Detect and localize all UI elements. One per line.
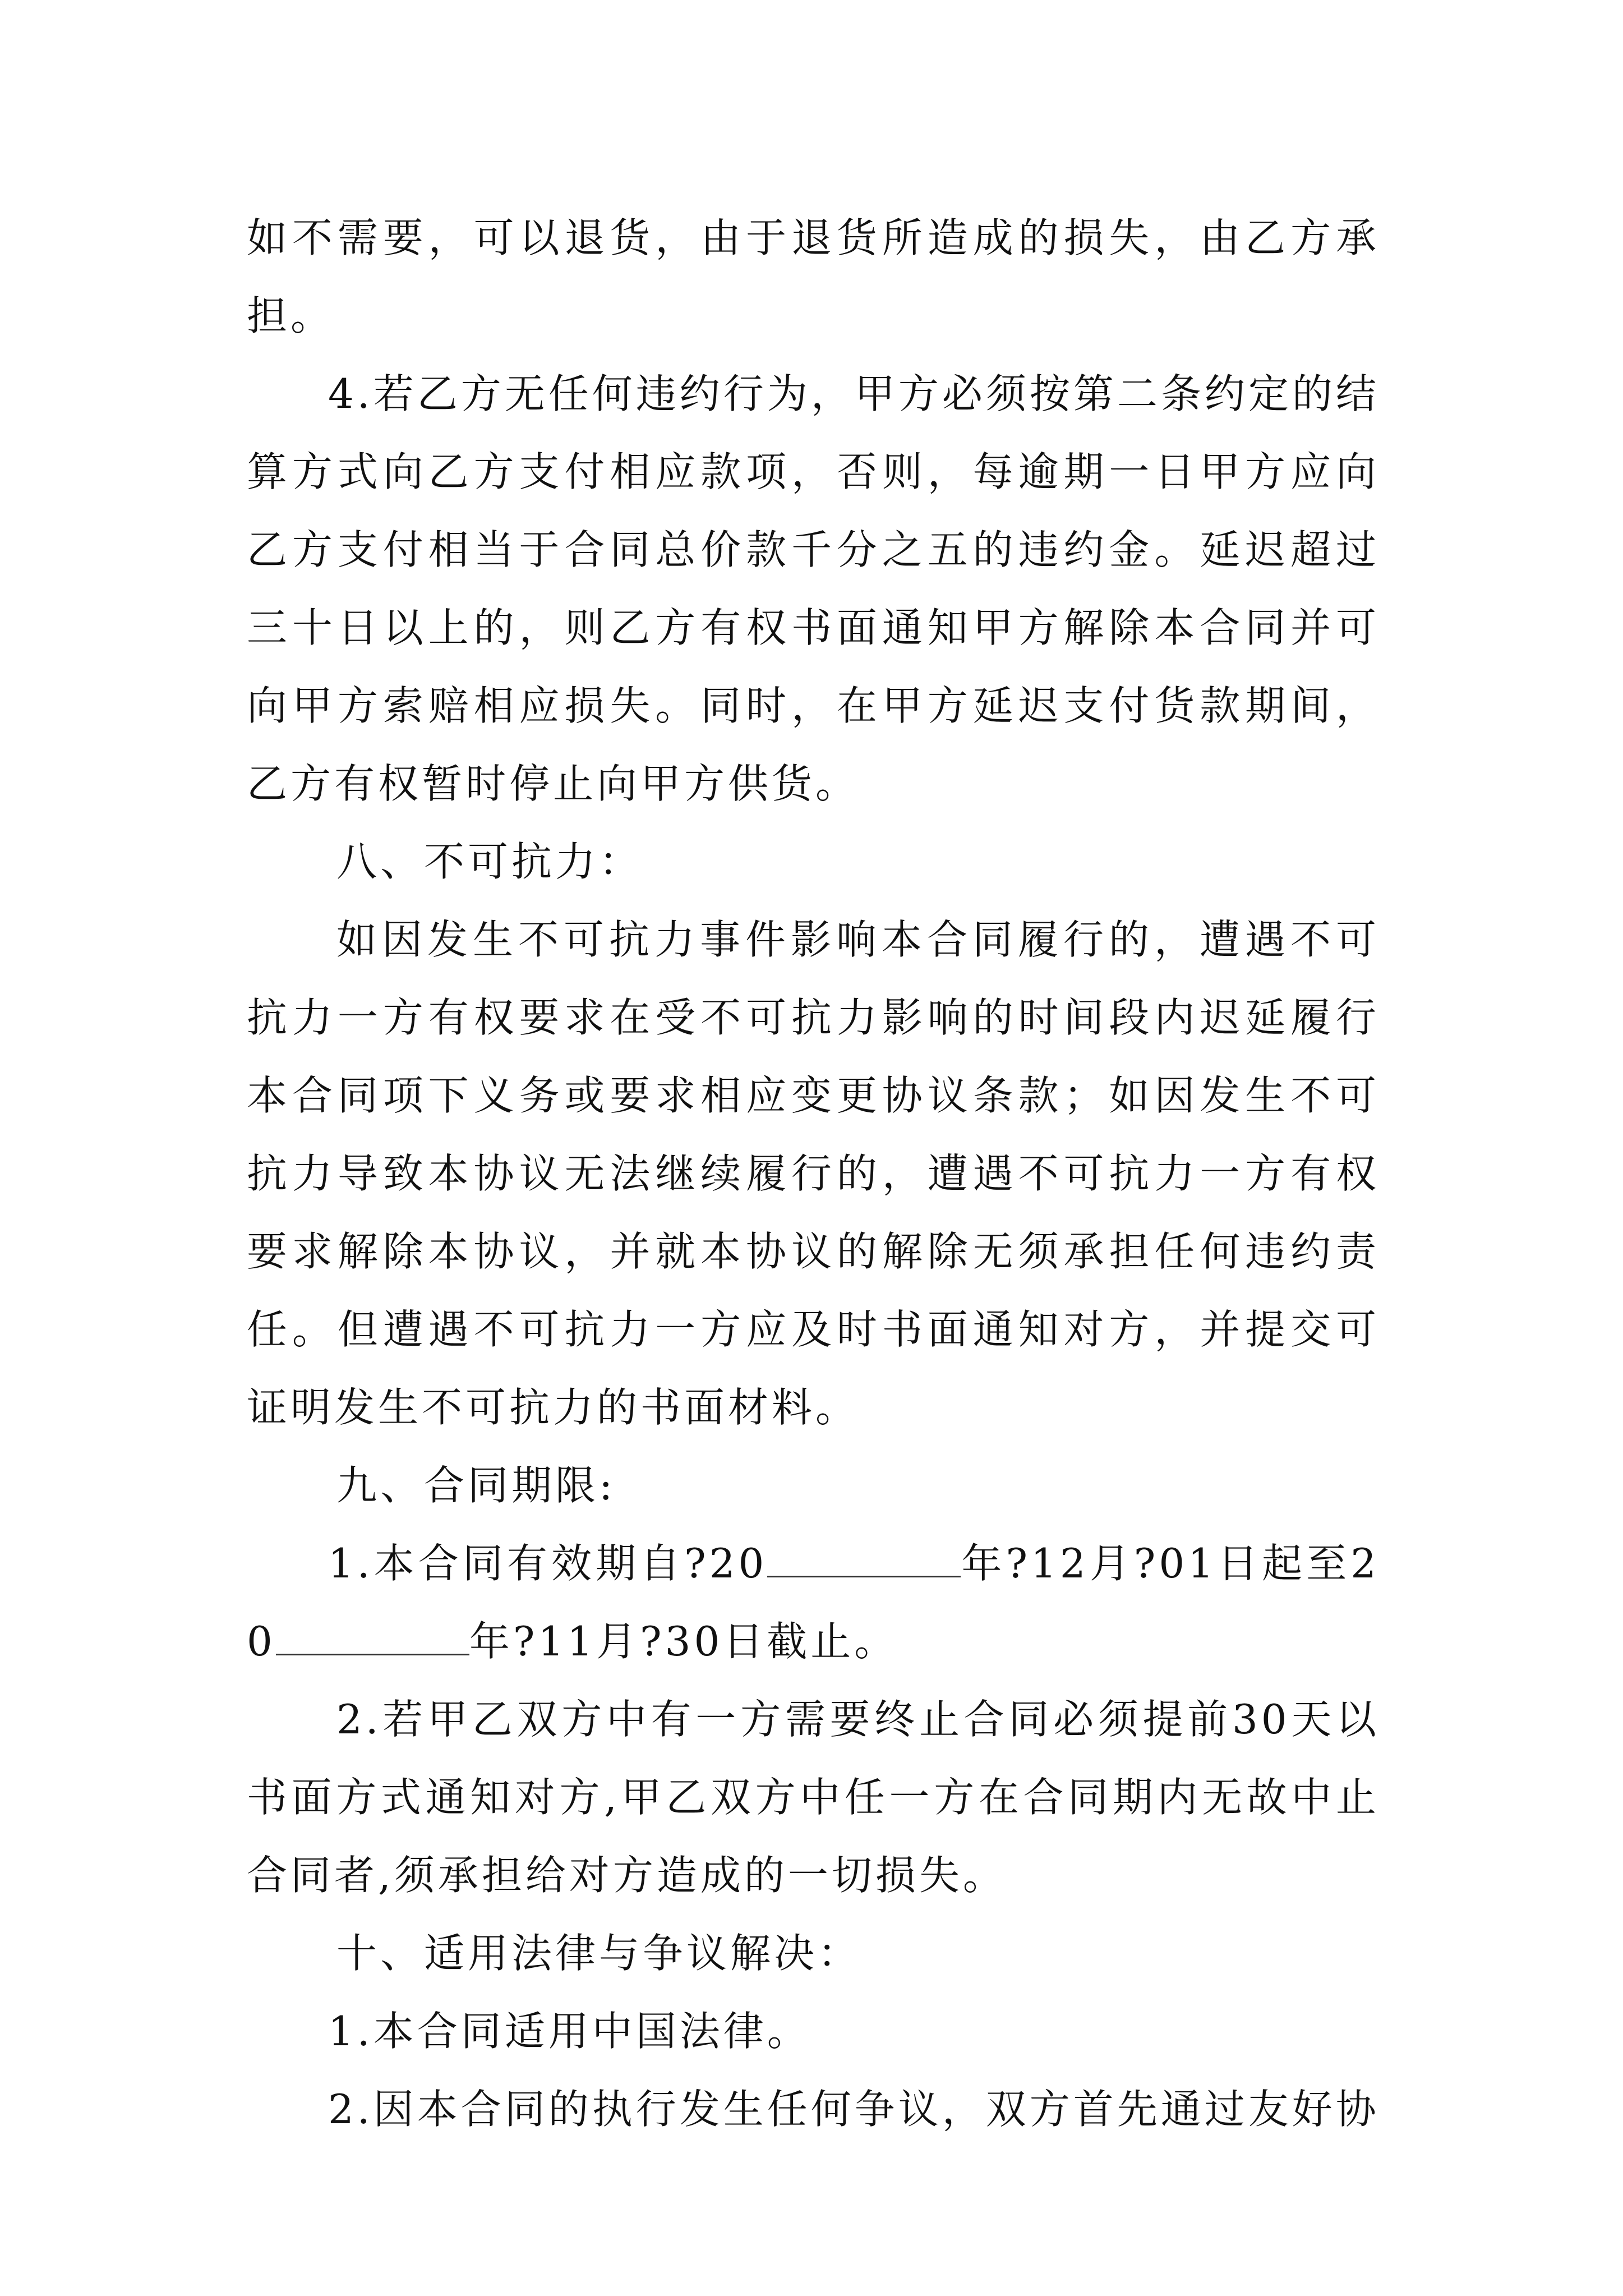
paragraph-law-1: 1.本合同适用中国法律。 [328,2008,811,2055]
term-1-part-c: 年?11月?30日截止。 [469,1618,898,1665]
term-1-part-a: 1.本合同有效期自?20 [328,1540,768,1587]
paragraph-clause-4-payment: 4.若乙方无任何违约行为，甲方必须按第二条约定的结算方式向乙方支付相应款项，否则，每逾期一日甲方应向乙方支付相当于合同总价款千分之五的违约金。延迟超过三十日以上的，则乙方有权书面通知甲方解除本合同并可向甲方索赔相应损失。同时，在甲方延迟支付货款期间，乙方有权暂时停止向甲方供货。 [247,370,1380,807]
paragraph-term-2: 2.若甲乙双方中有一方需要终止合同必须提前30天以书面方式通知对方,甲乙双方中任一方在合同期内无故中止合同者,须承担给对方造成的一切损失。 [247,1696,1380,1899]
year-blank-1 [767,1542,961,1577]
year-blank-2 [276,1620,469,1655]
heading-law-dispute: 十、适用法律与争议解决： [336,1930,862,1977]
paragraph-term-1 [247,1525,1380,1681]
document-body [247,199,1380,2148]
heading-force-majeure: 八、不可抗力： [336,838,643,885]
paragraph-return-goods: 如不需要，可以退货，由于退货所造成的损失，由乙方承担。 [247,214,1380,339]
heading-contract-term: 九、合同期限: [336,1462,616,1509]
paragraph-law-2: 2.因本合同的执行发生任何争议，双方首先通过友好协 [328,2086,1380,2133]
paragraph-force-majeure: 如因发生不可抗力事件影响本合同履行的，遭遇不可抗力一方有权要求在受不可抗力影响的时间段内迟延履行本合同项下义务或要求相应变更协议条款；如因发生不可抗力导致本协议无法继续履行的，遭遇不可抗力一方有权要求解除本协议，并就本协议的解除无须承担任何违约责任。但遭遇不可抗力一方应及时书面通知对方，并提交可证明发生不可抗力的书面材料。 [247,916,1380,1431]
term-1-part-b: 年?12月?01日起至20 [247,1540,1380,1665]
